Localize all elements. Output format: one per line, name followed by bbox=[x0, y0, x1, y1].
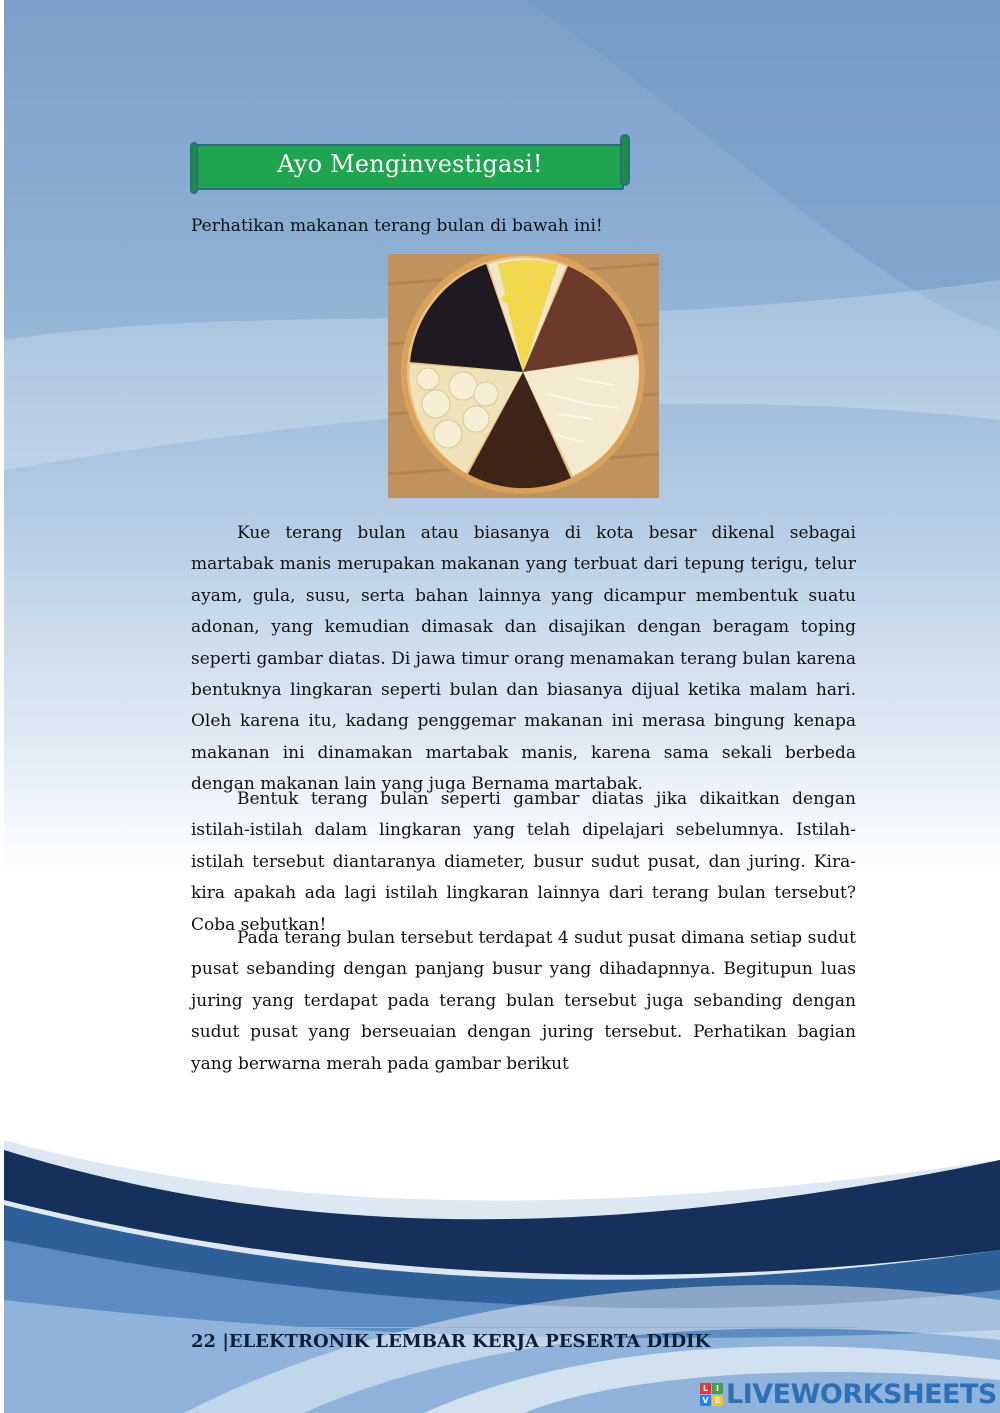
page-left-margin bbox=[0, 0, 4, 1413]
section-banner bbox=[190, 138, 630, 194]
liveworksheets-logo bbox=[700, 1379, 997, 1409]
banner-title: Ayo Menginvestigasi! bbox=[277, 150, 543, 178]
footer-text: 22 |ELEKTRONIK LEMBAR KERJA PESERTA DIDIK bbox=[191, 1331, 711, 1352]
terang-bulan-photo bbox=[388, 254, 659, 498]
badge-letter: I bbox=[712, 1383, 723, 1394]
liveworksheets-badge-icon bbox=[700, 1383, 723, 1406]
badge-letter: E bbox=[712, 1395, 723, 1406]
badge-letter: V bbox=[700, 1395, 711, 1406]
intro-text: Perhatikan makanan terang bulan di bawah ini! bbox=[191, 216, 603, 236]
badge-letter: L bbox=[700, 1383, 711, 1394]
liveworksheets-wordmark: LIVEWORKSHEETS bbox=[726, 1378, 997, 1410]
paragraph-3: Pada terang bulan tersebut terdapat 4 sudut pusat dimana setiap sudut pusat sebanding dengan panjang busur yang dihadapnnya. Begitupun luas juring yang terdapat pada terang bulan tersebut juga sebanding dengan sudut pusat yang berseuaian dengan juring tersebut. Perhatikan bagian yang berwarna merah pada gambar berikut bbox=[191, 928, 856, 1074]
paragraph-2: Bentuk terang bulan seperti gambar diatas jika dikaitkan dengan istilah-istilah dalam lingkaran yang telah dipelajari sebelumnya. Istilah-istilah tersebut diantaranya diameter, busur sudut pusat, dan juring. Kira-kira apakah ada lagi istilah lingkaran lainnya dari terang bulan tersebut? Coba sebutkan! bbox=[191, 789, 856, 935]
paragraph-1: Kue terang bulan atau biasanya di kota besar dikenal sebagai martabak manis merupakan makanan yang terbuat dari tepung terigu, telur ayam, gula, susu, serta bahan lainnya yang dicampur membentuk suatu adonan, yang kemudian dimasak dan disajikan dengan beragam toping seperti gambar diatas. Di jawa timur orang menamakan terang bulan karena bentuknya lingkaran seperti bulan dan biasanya dijual ketika malam hari. Oleh karena itu, kadang penggemar makanan ini merasa bingung kenapa makanan ini dinamakan martabak manis, karena sama sekali berbeda dengan makanan lain yang juga Bernama martabak. bbox=[191, 523, 856, 795]
footer-divider bbox=[188, 1327, 858, 1328]
